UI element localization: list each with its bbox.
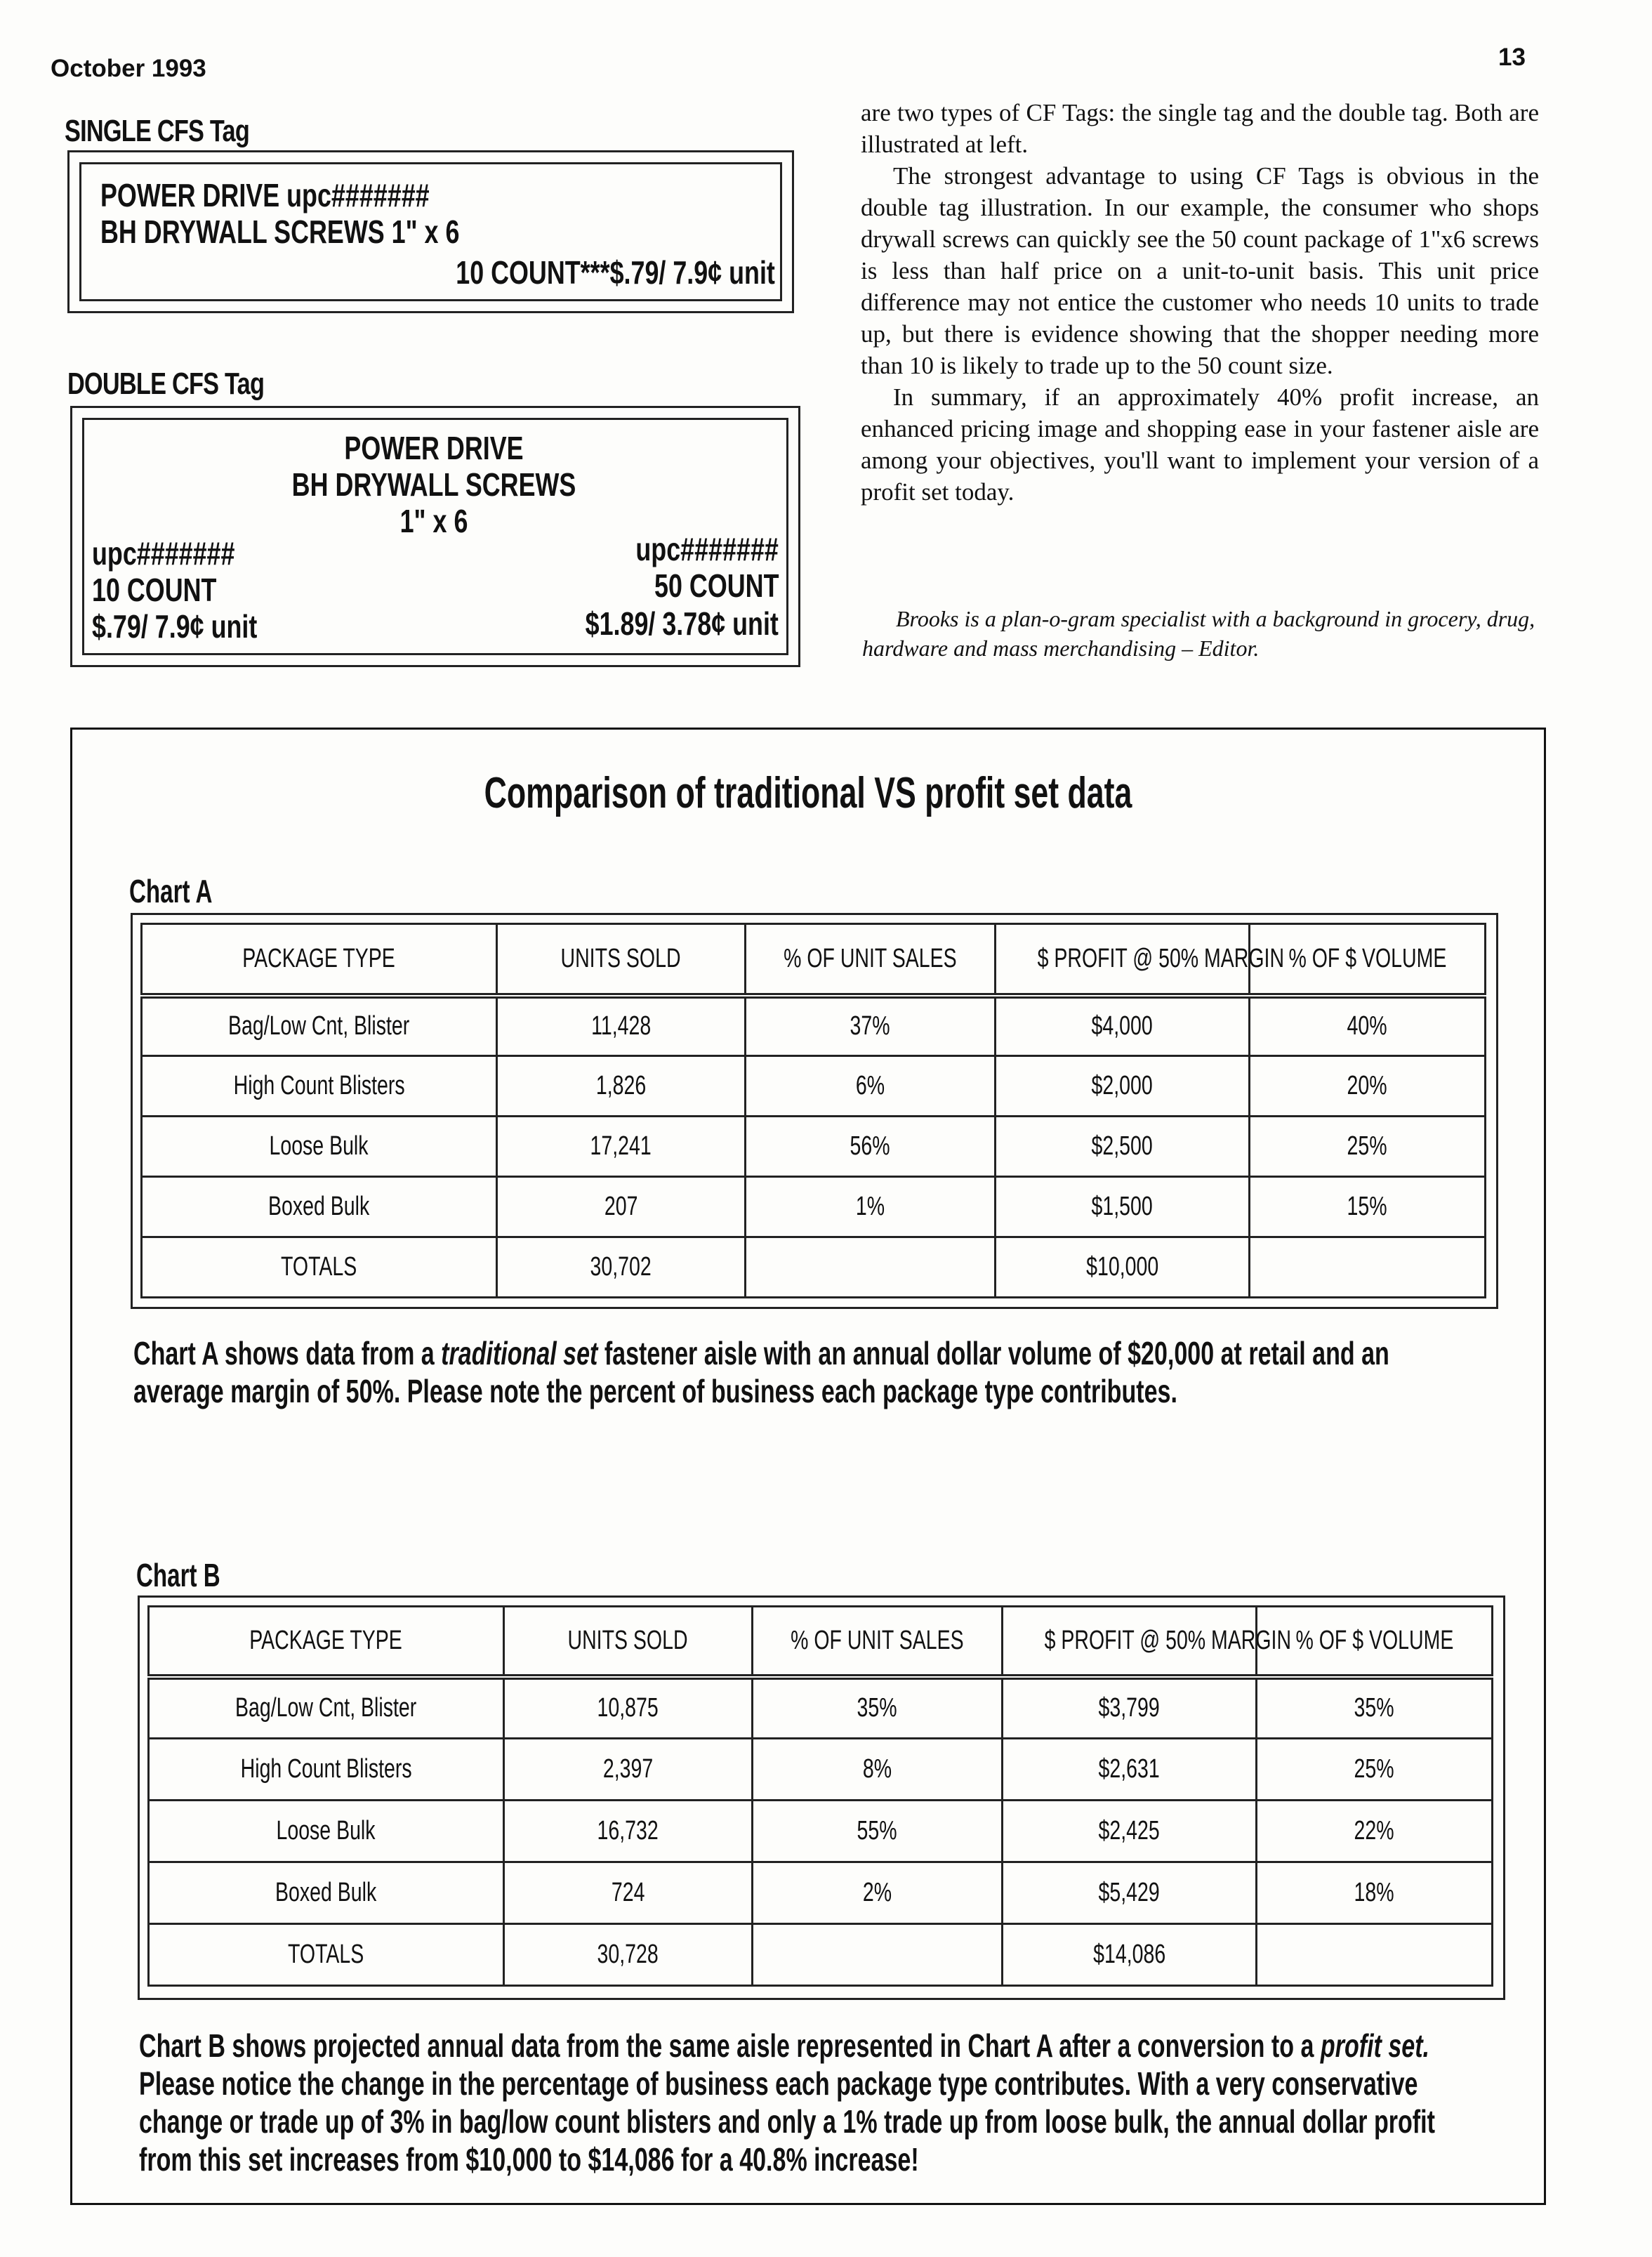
double-tag-center1: POWER DRIVE <box>344 430 524 466</box>
column-header: UNITS SOLD <box>504 1607 753 1677</box>
column-header: % OF UNIT SALES <box>753 1607 1003 1677</box>
single-tag-line3: 10 COUNT***$.79/ 7.9¢ unit <box>456 254 775 291</box>
chart-a-caption: Chart A shows data from a traditional set fastener aisle with an annual dollar volume of $20,000 at retail and an average margin of 50%. Please note the percent of business each package type contributes. <box>133 1335 1389 1409</box>
double-tag-left-upc: upc####### <box>92 535 235 572</box>
column-header: PACKAGE TYPE <box>142 924 497 996</box>
chart-a-label: Chart A <box>129 873 213 909</box>
double-tag-left-count: 10 COUNT <box>92 572 217 608</box>
article-paragraph-2: The strongest advantage to using CF Tags is obvious in the double tag illustration. In our example, the consumer who shops drywall screws can quickly see the 50 count package of 1"x6 screws is less than half price on a unit-to-unit basis. This unit price difference may not entice the customer who needs 10 units to trade up, but there is evidence showing that the shopper needing more than 10 is likely to trade up to the 50 count size. <box>861 162 1539 379</box>
article-body <box>861 97 1539 508</box>
column-header: % OF $ VOLUME <box>1257 1607 1493 1677</box>
chart-b-caption: Chart B shows projected annual data from the same aisle represented in Chart A after a conversion to a profit set. Please notice the change in the percentage of business each package type contributes. With a very conservative change or trade up of 3% in bag/low count blisters and only a 1% trade up from loose bulk, the annual dollar profit from this set increases from $10,000 to $14,086 for a 40.8% increase! <box>139 2027 1435 2178</box>
issue-date: October 1993 <box>51 55 206 82</box>
single-tag-illustration <box>67 150 794 313</box>
chart-b-table <box>147 1605 1493 1987</box>
table-row: Boxed Bulk 724 2% $5,429 18% <box>149 1862 1493 1924</box>
comparison-title: Comparison of traditional VS profit set data <box>484 769 1132 817</box>
article-paragraph-1: are two types of CF Tags: the single tag and the double tag. Both are illustrated at left. <box>861 99 1539 158</box>
single-tag-line1: POWER DRIVE upc####### <box>100 177 430 213</box>
column-header: PACKAGE TYPE <box>149 1607 504 1677</box>
double-tag-right-upc: upc####### <box>635 531 779 567</box>
double-tag-illustration <box>70 406 800 667</box>
chart-b-label: Chart B <box>136 1557 220 1593</box>
table-row: High Count Blisters 1,826 6% $2,000 20% <box>142 1056 1486 1117</box>
article-paragraph-3: In summary, if an approximately 40% profit increase, an enhanced pricing image and shopping ease in your fastener aisle are among your objectives, you'll want to implement your version of a profit set today. <box>861 383 1539 506</box>
double-tag-center2: BH DRYWALL SCREWS <box>291 466 576 503</box>
table-row: Bag/Low Cnt, Blister 11,428 37% $4,000 40% <box>142 996 1486 1056</box>
column-header: $ PROFIT @ 50% MARGIN <box>996 924 1250 996</box>
page-number: 13 <box>1498 44 1526 71</box>
double-tag-left-price: $.79/ 7.9¢ unit <box>92 608 258 645</box>
column-header: % OF UNIT SALES <box>746 924 996 996</box>
table-row: High Count Blisters 2,397 8% $2,631 25% <box>149 1739 1493 1801</box>
column-header: % OF $ VOLUME <box>1250 924 1486 996</box>
double-tag-heading: DOUBLE CFS Tag <box>67 367 265 401</box>
table-row: Loose Bulk 16,732 55% $2,425 22% <box>149 1801 1493 1862</box>
author-credit: Brooks is a plan-o-gram specialist with a background in grocery, drug, hardware and mass merchandising – Editor. <box>862 606 1535 661</box>
table-row-totals: TOTALS 30,728 $14,086 <box>149 1924 1493 1986</box>
column-header: UNITS SOLD <box>497 924 746 996</box>
chart-a-table <box>140 923 1486 1298</box>
table-row-totals: TOTALS 30,702 $10,000 <box>142 1237 1486 1298</box>
single-tag-heading: SINGLE CFS Tag <box>65 114 250 148</box>
double-tag-center3: 1" x 6 <box>399 503 468 539</box>
single-tag-line2: BH DRYWALL SCREWS 1" x 6 <box>100 213 460 250</box>
table-row: Loose Bulk 17,241 56% $2,500 25% <box>142 1117 1486 1177</box>
table-row: Bag/Low Cnt, Blister 10,875 35% $3,799 35% <box>149 1677 1493 1739</box>
table-row: Boxed Bulk 207 1% $1,500 15% <box>142 1177 1486 1237</box>
double-tag-right-price: $1.89/ 3.78¢ unit <box>585 605 779 642</box>
double-tag-right-count: 50 COUNT <box>654 567 779 604</box>
column-header: $ PROFIT @ 50% MARGIN <box>1003 1607 1257 1677</box>
